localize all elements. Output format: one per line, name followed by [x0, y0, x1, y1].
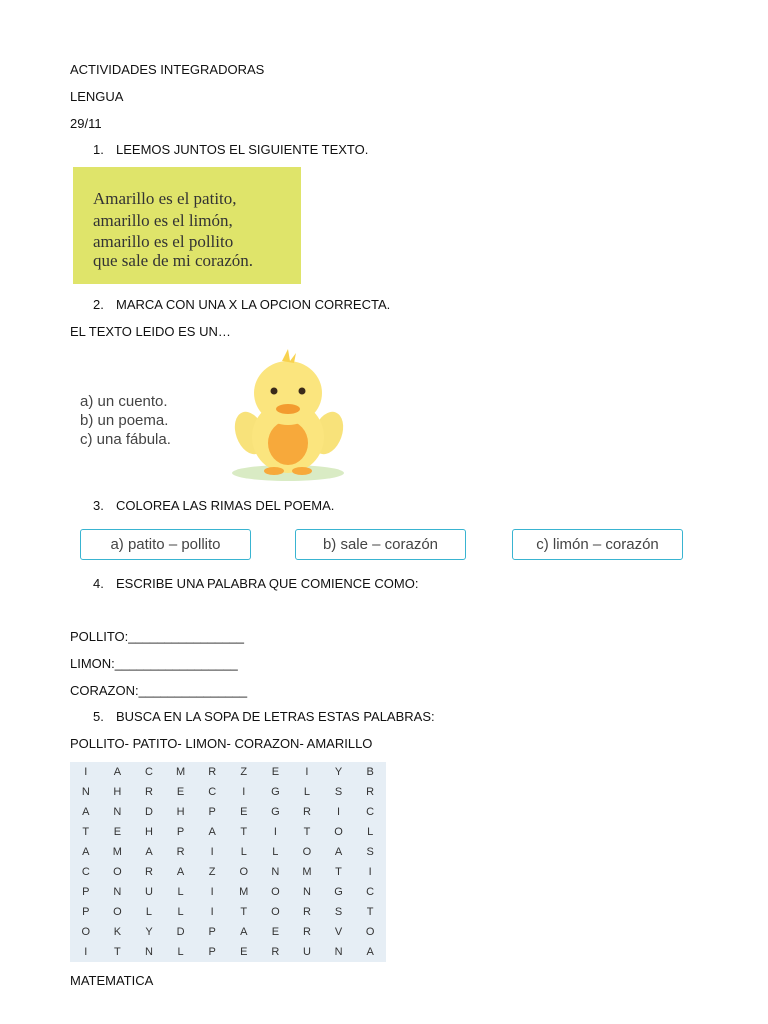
- word-search-cell[interactable]: R: [302, 806, 311, 818]
- word-search-cell[interactable]: A: [82, 846, 90, 858]
- word-search-cell[interactable]: O: [81, 926, 91, 938]
- word-search-cell[interactable]: P: [82, 886, 90, 898]
- instruction-1: [93, 142, 368, 158]
- word-search-cell[interactable]: R: [145, 786, 153, 798]
- word-search-row: [70, 802, 386, 822]
- word-search-cell[interactable]: R: [176, 846, 185, 858]
- word-search-cell[interactable]: R: [145, 866, 153, 878]
- instruction-3-text: COLOREA LAS RIMAS DEL POEMA.: [116, 498, 335, 513]
- word-search-cell[interactable]: N: [302, 886, 311, 898]
- word-search-cell[interactable]: L: [303, 786, 311, 798]
- word-search-row: [70, 782, 386, 802]
- duckling-illustration: [230, 345, 350, 485]
- word-search-cell[interactable]: Z: [240, 766, 248, 778]
- instruction-5-number: 5.: [93, 709, 104, 724]
- poem-box: [73, 167, 301, 284]
- word-search-cell[interactable]: E: [113, 826, 122, 838]
- word-search-cell[interactable]: R: [302, 926, 311, 938]
- word-search-cell[interactable]: C: [145, 766, 153, 778]
- word-search-cell[interactable]: I: [368, 866, 372, 878]
- word-search-cell[interactable]: T: [335, 866, 342, 878]
- instruction-2-text: MARCA CON UNA X LA OPCION CORRECTA.: [116, 297, 391, 312]
- word-search-cell[interactable]: T: [366, 906, 374, 918]
- word-search-cell[interactable]: M: [175, 766, 186, 778]
- instruction-5-text: BUSCA EN LA SOPA DE LETRAS ESTAS PALABRAS:: [116, 709, 435, 724]
- poem-line: amarillo es el pollito: [93, 232, 234, 251]
- word-search-cell[interactable]: T: [114, 946, 121, 958]
- word-search-cell[interactable]: G: [271, 806, 280, 818]
- word-search-cell[interactable]: I: [210, 906, 214, 918]
- word-search-cell[interactable]: R: [366, 786, 375, 798]
- word-search-cell[interactable]: R: [271, 946, 280, 958]
- word-search-cell[interactable]: C: [366, 806, 375, 818]
- instruction-4: [93, 576, 418, 592]
- word-search-cell[interactable]: E: [176, 786, 185, 798]
- option-a[interactable]: a) un cuento.: [80, 393, 168, 410]
- word-search-cell[interactable]: A: [176, 866, 185, 878]
- word-search-cell[interactable]: L: [177, 906, 184, 918]
- word-search-cell[interactable]: P: [82, 906, 90, 918]
- word-search-cell[interactable]: H: [145, 826, 153, 838]
- instruction-2: [93, 297, 390, 313]
- word-search-cell[interactable]: C: [208, 786, 217, 798]
- word-search-cell[interactable]: P: [208, 946, 216, 958]
- word-search-cell[interactable]: A: [334, 846, 343, 858]
- word-search-cell[interactable]: O: [365, 926, 375, 938]
- instruction-5: [93, 709, 435, 725]
- word-search-cell[interactable]: I: [305, 766, 309, 778]
- word-search-cell[interactable]: S: [366, 846, 374, 858]
- word-search-row: [70, 842, 386, 862]
- word-search-cell[interactable]: T: [303, 826, 311, 838]
- poem-line: amarillo es el limón,: [93, 211, 233, 230]
- word-search-row: [70, 902, 386, 922]
- word-search-cell[interactable]: I: [242, 786, 246, 798]
- word-search-cell[interactable]: A: [366, 946, 374, 958]
- word-search-cell[interactable]: M: [239, 886, 249, 898]
- document-title: ACTIVIDADES INTEGRADORAS: [70, 62, 265, 77]
- word-search-row: [70, 862, 386, 882]
- word-search-cell[interactable]: Y: [334, 766, 343, 778]
- instruction-2-number: 2.: [93, 297, 104, 312]
- word-search-row: [70, 822, 386, 842]
- answer-options: [80, 392, 171, 449]
- word-search-cell[interactable]: O: [113, 866, 122, 878]
- word-search-row: [70, 762, 386, 782]
- word-search-cell[interactable]: S: [334, 906, 343, 918]
- word-search-cell[interactable]: I: [210, 846, 214, 858]
- word-search-cell[interactable]: Y: [145, 926, 153, 938]
- word-search-cell[interactable]: P: [176, 826, 185, 838]
- instruction-4-text: ESCRIBE UNA PALABRA QUE COMIENCE COMO:: [116, 576, 419, 591]
- instruction-3: [93, 498, 334, 514]
- word-search-cell[interactable]: L: [177, 946, 184, 958]
- subject-heading: LENGUA: [70, 89, 124, 104]
- word-search-cell[interactable]: U: [145, 886, 153, 898]
- word-search-cell[interactable]: B: [366, 766, 374, 778]
- rhyme-box-c[interactable]: c) limón – corazón: [512, 529, 683, 560]
- word-search-cell[interactable]: G: [271, 786, 280, 798]
- word-search-cell[interactable]: Z: [208, 866, 216, 878]
- instruction-1-number: 1.: [93, 142, 104, 157]
- word-search-cell[interactable]: T: [240, 906, 248, 918]
- word-search-cell[interactable]: P: [208, 806, 216, 818]
- word-search-cell[interactable]: G: [334, 886, 343, 898]
- word-search-cell[interactable]: N: [334, 946, 343, 958]
- word-search-cell[interactable]: M: [302, 866, 312, 878]
- word-search-grid: [70, 762, 386, 962]
- date-text: 29/11: [70, 116, 102, 131]
- word-search-cell[interactable]: I: [337, 806, 341, 818]
- word-search-cell[interactable]: E: [271, 766, 280, 778]
- word-search-row: [70, 882, 386, 902]
- word-search-cell[interactable]: I: [84, 766, 88, 778]
- word-search-cell[interactable]: L: [145, 906, 153, 918]
- word-search-cell[interactable]: S: [334, 786, 343, 798]
- write-line-pollito[interactable]: POLLITO:________________: [70, 629, 244, 644]
- word-search-cell[interactable]: A: [208, 826, 216, 838]
- word-search-cell[interactable]: A: [145, 846, 153, 858]
- option-c[interactable]: c) una fábula.: [80, 431, 171, 448]
- word-search-cell[interactable]: D: [145, 806, 153, 818]
- section-heading-math: MATEMATICA: [70, 973, 154, 988]
- write-line-limon[interactable]: LIMON:_________________: [70, 656, 238, 671]
- question-text: EL TEXTO LEIDO ES UN…: [70, 324, 231, 339]
- word-search-cell[interactable]: L: [240, 846, 247, 858]
- word-search-cell[interactable]: O: [271, 906, 280, 918]
- word-search-row: [70, 942, 386, 962]
- word-search-cell[interactable]: D: [176, 926, 185, 938]
- word-search-cell[interactable]: P: [208, 926, 216, 938]
- word-search-cell[interactable]: O: [113, 906, 122, 918]
- word-search-cell[interactable]: A: [113, 766, 122, 778]
- instruction-3-number: 3.: [93, 498, 104, 513]
- word-search-cell[interactable]: O: [271, 886, 280, 898]
- word-search-cell[interactable]: L: [177, 886, 184, 898]
- word-search-cell[interactable]: O: [302, 846, 312, 858]
- rhyme-box-b[interactable]: b) sale – corazón: [295, 529, 466, 560]
- word-search-cell[interactable]: I: [210, 886, 214, 898]
- word-search-cell[interactable]: O: [239, 866, 249, 878]
- rhyme-box-a[interactable]: a) patito – pollito: [80, 529, 251, 560]
- word-search-cell[interactable]: H: [113, 786, 122, 798]
- word-search-cell[interactable]: I: [273, 826, 277, 838]
- poem-line: que sale de mi corazón.: [93, 251, 254, 270]
- word-search-cell[interactable]: L: [272, 846, 279, 858]
- word-search-cell[interactable]: O: [334, 826, 343, 838]
- word-search-cell[interactable]: I: [84, 946, 88, 958]
- word-search-cell[interactable]: C: [366, 886, 375, 898]
- write-line-corazon[interactable]: CORAZON:_______________: [70, 683, 248, 698]
- word-search-cell[interactable]: U: [302, 946, 311, 958]
- word-search-cell[interactable]: E: [240, 946, 248, 958]
- word-search-cell[interactable]: A: [82, 806, 90, 818]
- word-search-cell[interactable]: T: [240, 826, 248, 838]
- option-b[interactable]: b) un poema.: [80, 412, 169, 429]
- word-search-cell[interactable]: C: [81, 866, 90, 878]
- word-search-cell[interactable]: N: [113, 886, 122, 898]
- word-search-cell[interactable]: N: [145, 946, 153, 958]
- word-search-cell[interactable]: M: [112, 846, 122, 858]
- poem-line: Amarillo es el patito,: [93, 189, 237, 208]
- word-search-cell[interactable]: A: [240, 926, 248, 938]
- word-search-cell[interactable]: L: [367, 826, 374, 838]
- word-search-row: [70, 922, 386, 942]
- word-search-cell[interactable]: T: [82, 826, 90, 838]
- word-search-cell[interactable]: E: [271, 926, 280, 938]
- word-search-cell[interactable]: R: [208, 766, 217, 778]
- word-search-cell[interactable]: E: [240, 806, 248, 818]
- word-search-cell[interactable]: N: [81, 786, 90, 798]
- instruction-1-text: LEEMOS JUNTOS EL SIGUIENTE TEXTO.: [116, 142, 369, 157]
- word-search-cell[interactable]: N: [113, 806, 122, 818]
- word-search-cell[interactable]: K: [113, 926, 122, 938]
- word-search-cell[interactable]: V: [334, 926, 343, 938]
- instruction-4-number: 4.: [93, 576, 104, 591]
- word-search-cell[interactable]: R: [302, 906, 311, 918]
- word-search-cell[interactable]: N: [271, 866, 280, 878]
- search-words-list: POLLITO- PATITO- LIMON- CORAZON- AMARILLO: [70, 736, 373, 751]
- word-search-cell[interactable]: H: [176, 806, 185, 818]
